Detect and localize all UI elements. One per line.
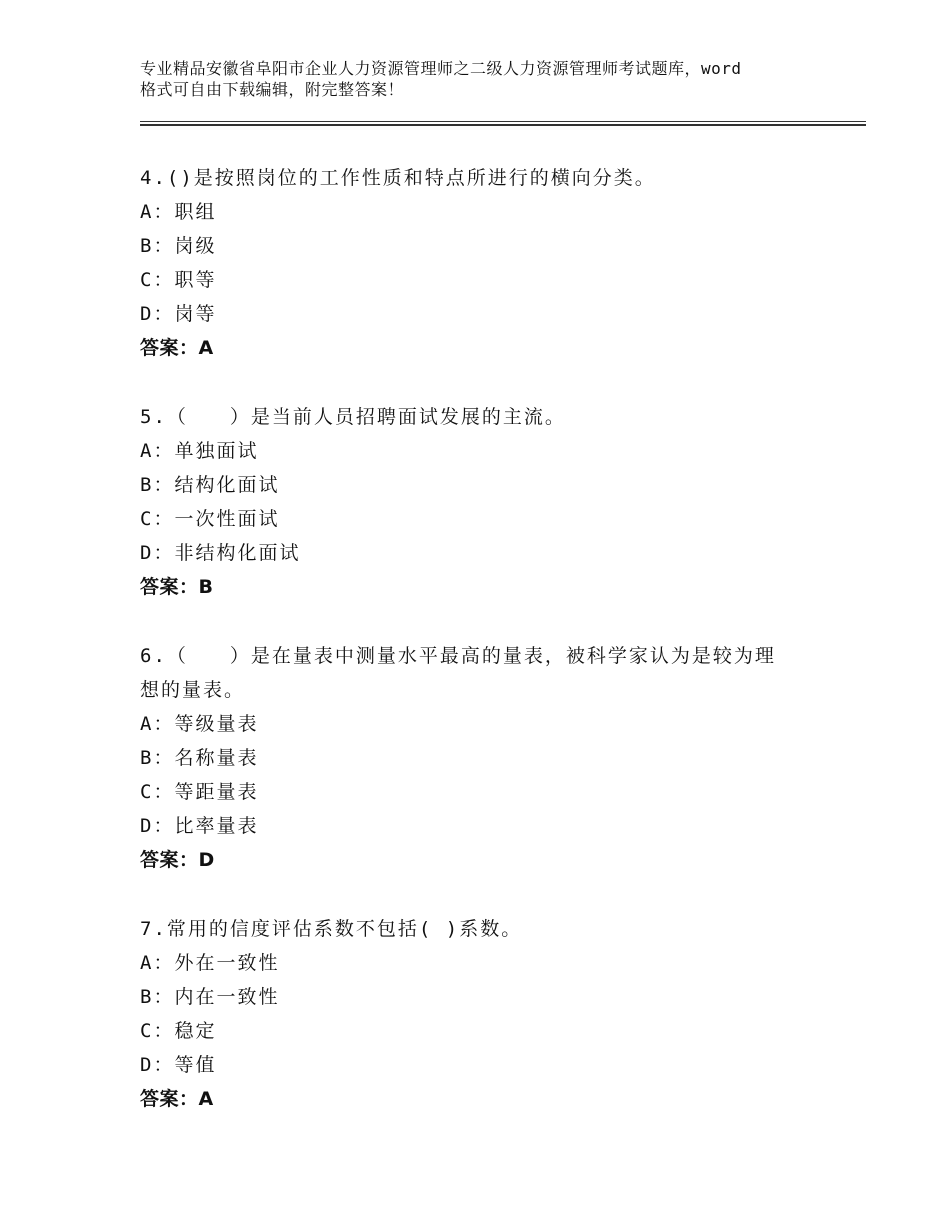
option-d: D：非结构化面试	[140, 542, 301, 564]
option-b: B：名称量表	[140, 747, 259, 769]
header-line-1: 专业精品安徽省阜阳市企业人力资源管理师之二级人力资源管理师考试题库，word	[140, 59, 742, 78]
option-b: B：岗级	[140, 235, 217, 257]
option-c: C：等距量表	[140, 781, 259, 803]
question-stem	[140, 161, 830, 195]
question-stem	[140, 912, 830, 946]
answer-label: 答案：B	[140, 576, 214, 598]
option-c: C：稳定	[140, 1020, 217, 1042]
question-stem-line: 5.（ ）是当前人员招聘面试发展的主流。	[140, 406, 566, 428]
question-stem-line: 7.常用的信度评估系数不包括( )系数。	[140, 918, 523, 940]
question-stem	[140, 639, 830, 707]
question-stem-line: 6.（ ）是在量表中测量水平最高的量表，被科学家认为是较为理	[140, 645, 776, 667]
answer-label: 答案：A	[140, 1088, 214, 1110]
option-a: A：职组	[140, 201, 217, 223]
header-divider-bottom	[140, 124, 866, 126]
option-a: A：等级量表	[140, 713, 259, 735]
header-divider-top	[140, 121, 866, 122]
option-a: A：外在一致性	[140, 952, 280, 974]
question-block	[140, 400, 830, 604]
answer-label: 答案：D	[140, 849, 215, 871]
question-stem-line: 4.()是按照岗位的工作性质和特点所进行的横向分类。	[140, 167, 656, 189]
option-b: B：内在一致性	[140, 986, 280, 1008]
answer-label: 答案：A	[140, 337, 214, 359]
document-header	[140, 58, 830, 100]
option-a: A：单独面试	[140, 440, 259, 462]
question-block	[140, 912, 830, 1116]
question-block	[140, 161, 830, 365]
question-block	[140, 639, 830, 877]
option-d: D：岗等	[140, 303, 217, 325]
question-stem-line: 想的量表。	[140, 679, 246, 701]
option-c: C：职等	[140, 269, 217, 291]
question-stem	[140, 400, 830, 434]
option-b: B：结构化面试	[140, 474, 280, 496]
option-c: C：一次性面试	[140, 508, 280, 530]
header-line-2: 格式可自由下载编辑，附完整答案！	[140, 80, 405, 99]
option-d: D：比率量表	[140, 815, 259, 837]
option-d: D：等值	[140, 1054, 217, 1076]
